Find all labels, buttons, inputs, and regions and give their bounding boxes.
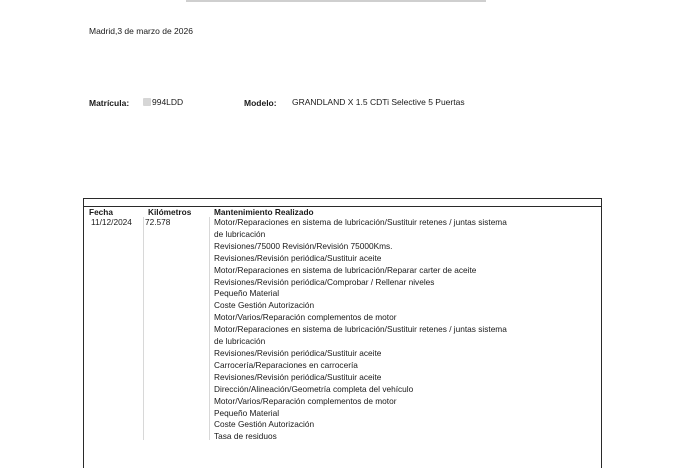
model-value: GRANDLAND X 1.5 CDTi Selective 5 Puertas <box>292 97 465 107</box>
maintenance-list <box>214 217 507 443</box>
table-header-rule <box>84 199 601 207</box>
date-text: 3 de marzo de 2026 <box>117 26 193 36</box>
maintenance-line: de lubricación <box>214 336 266 347</box>
maintenance-line: Revisiones/Revisión periódica/Sustituir aceite <box>214 252 382 263</box>
redacted-mark <box>143 98 151 106</box>
maintenance-line: Pequeño Material <box>214 288 280 299</box>
maintenance-line: Motor/Reparaciones en sistema de lubricación/Sustituir retenes / juntas sistema <box>214 217 507 227</box>
maintenance-table <box>83 198 602 468</box>
maintenance-line: Tasa de residuos <box>214 431 277 442</box>
maintenance-line: de lubricación <box>214 228 266 239</box>
header-km: Kilómetros <box>148 207 192 217</box>
maintenance-line: Revisiones/75000 Revisión/Revisión 75000Kms. <box>214 240 393 251</box>
maintenance-line: Revisiones/Revisión periódica/Comprobar / Rellenar niveles <box>214 276 435 287</box>
header-line <box>186 0 486 2</box>
row-km: 72.578 <box>145 217 171 227</box>
document-date <box>89 26 193 36</box>
plate-value <box>143 97 183 107</box>
header-date: Fecha <box>89 207 113 217</box>
maintenance-line: Revisiones/Revisión periódica/Sustituir aceite <box>214 347 382 358</box>
maintenance-line: Carrocería/Reparaciones en carrocería <box>214 359 358 370</box>
plate-text: 994LDD <box>152 97 184 107</box>
maintenance-line: Motor/Varios/Reparación complementos de motor <box>214 395 397 406</box>
maintenance-line: Motor/Reparaciones en sistema de lubricación/Sustituir retenes / juntas sistema <box>214 324 507 335</box>
maintenance-line: Motor/Reparaciones en sistema de lubricación/Reparar carter de aceite <box>214 264 477 275</box>
maintenance-line: Dirección/Alineación/Geometría completa del vehículo <box>214 383 414 394</box>
maintenance-line: Motor/Varios/Reparación complementos de motor <box>214 312 397 323</box>
maintenance-line: Revisiones/Revisión periódica/Sustituir aceite <box>214 371 382 382</box>
model-label: Modelo: <box>244 98 277 108</box>
column-divider <box>143 217 144 440</box>
column-divider <box>209 217 210 440</box>
plate-label: Matrícula: <box>89 98 130 108</box>
row-date: 11/12/2024 <box>91 217 132 227</box>
maintenance-line: Pequeño Material <box>214 407 280 418</box>
maintenance-line: Coste Gestión Autorización <box>214 419 315 430</box>
maintenance-line: Coste Gestión Autorización <box>214 300 315 311</box>
date-city: Madrid, <box>89 26 118 36</box>
header-maintenance: Mantenimiento Realizado <box>214 207 314 217</box>
